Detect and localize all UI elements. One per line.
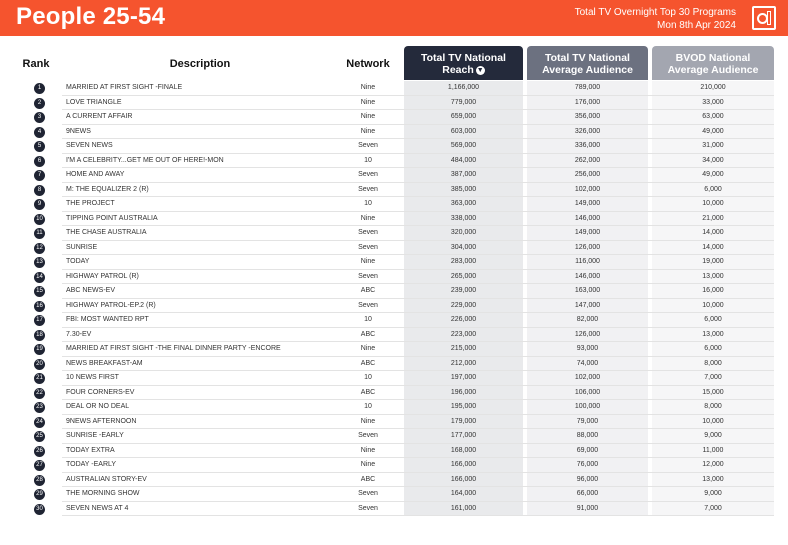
network-cell: ABC [360, 330, 376, 338]
reach-cell: 659,000 [404, 110, 523, 125]
network-cell: Seven [358, 185, 378, 193]
program-description: SUNRISE [66, 243, 98, 251]
rank-badge: 17 [34, 315, 45, 326]
program-description: 9NEWS AFTERNOON [66, 417, 137, 425]
average-audience-cell: 146,000 [527, 270, 648, 285]
table-row [0, 270, 788, 285]
bvod-cell: 9,000 [652, 429, 774, 444]
bvod-cell: 31,000 [652, 139, 774, 154]
average-audience-cell: 106,000 [527, 386, 648, 401]
network-cell: Nine [360, 461, 376, 468]
rank-badge: 2 [34, 98, 45, 109]
bvod-cell: 14,000 [652, 241, 774, 256]
average-audience-cell: 76,000 [527, 458, 648, 473]
average-audience-cell: 163,000 [527, 284, 648, 299]
report-subtitle [575, 6, 736, 32]
average-audience-cell: 91,000 [527, 502, 648, 517]
reach-cell: 177,000 [404, 429, 523, 444]
program-description: I'M A CELEBRITY...GET ME OUT OF HERE!-MON [66, 156, 224, 164]
average-audience-cell: 88,000 [527, 429, 648, 444]
average-audience-cell: 147,000 [527, 299, 648, 314]
reach-cell: 779,000 [404, 96, 523, 111]
program-description: AUSTRALIAN STORY-EV [66, 475, 147, 483]
reach-cell: 320,000 [404, 226, 523, 241]
average-audience-cell: 102,000 [527, 183, 648, 198]
average-audience-cell: 66,000 [527, 487, 648, 502]
row-divider [62, 515, 774, 516]
average-audience-cell: 69,000 [527, 444, 648, 459]
average-audience-cell: 146,000 [527, 212, 648, 227]
bvod-cell: 14,000 [652, 226, 774, 241]
column-header-reach[interactable] [404, 46, 523, 80]
program-description: TODAY -EARLY [66, 461, 117, 468]
reach-cell: 164,000 [404, 487, 523, 502]
bvod-cell: 10,000 [652, 197, 774, 212]
column-header-description: Description [169, 58, 231, 70]
table-row [0, 284, 788, 299]
network-cell: 10 [364, 156, 372, 164]
rank-badge: 20 [34, 359, 45, 370]
rank-badge: 15 [34, 286, 45, 297]
average-audience-cell: 82,000 [527, 313, 648, 328]
table-row [0, 81, 788, 96]
table-row [0, 96, 788, 111]
column-header-rank: Rank [22, 58, 50, 70]
table-row [0, 502, 788, 517]
rank-badge: 7 [34, 170, 45, 181]
network-cell: ABC [360, 359, 376, 367]
logo-icon [752, 6, 776, 30]
reach-cell: 569,000 [404, 139, 523, 154]
bvod-cell: 210,000 [652, 81, 774, 96]
rank-badge: 16 [34, 301, 45, 312]
program-description: THE CHASE AUSTRALIA [66, 229, 147, 236]
network-cell: Seven [358, 490, 378, 497]
table-row [0, 444, 788, 459]
reach-cell: 166,000 [404, 473, 523, 488]
program-description: FOUR CORNERS-EV [66, 388, 135, 396]
bvod-cell: 33,000 [652, 96, 774, 111]
program-description: TODAY [66, 258, 90, 265]
reach-cell: 195,000 [404, 400, 523, 415]
rank-badge: 9 [34, 199, 45, 210]
report-name: Total TV Overnight Top 30 Programs [574, 7, 736, 18]
reach-cell: 265,000 [404, 270, 523, 285]
reach-cell: 304,000 [404, 241, 523, 256]
rank-badge: 11 [34, 228, 45, 239]
rank-badge: 12 [34, 243, 45, 254]
average-audience-cell: 149,000 [527, 197, 648, 212]
reach-cell: 226,000 [404, 313, 523, 328]
average-audience-cell: 336,000 [527, 139, 648, 154]
reach-cell: 166,000 [404, 458, 523, 473]
bvod-cell: 12,000 [652, 458, 774, 473]
rank-badge: 27 [34, 460, 45, 471]
table-row [0, 299, 788, 314]
bvod-cell: 16,000 [652, 284, 774, 299]
bvod-cell: 9,000 [652, 487, 774, 502]
network-cell: Nine [360, 214, 376, 222]
bvod-cell: 10,000 [652, 415, 774, 430]
reach-cell: 603,000 [404, 125, 523, 140]
sort-down-icon[interactable]: ▼ [476, 66, 484, 74]
average-audience-cell: 176,000 [527, 96, 648, 111]
program-description: 7.30-EV [66, 330, 92, 338]
bvod-cell: 6,000 [652, 183, 774, 198]
rank-badge: 5 [34, 141, 45, 152]
network-cell: 10 [364, 316, 372, 323]
rank-badge: 28 [34, 475, 45, 486]
program-description: LOVE TRIANGLE [66, 98, 122, 106]
reach-cell: 338,000 [404, 212, 523, 227]
reach-cell: 223,000 [404, 328, 523, 343]
average-audience-cell: 93,000 [527, 342, 648, 357]
network-cell: Nine [360, 417, 376, 425]
header-bar [0, 0, 788, 36]
table-row [0, 371, 788, 386]
rank-badge: 10 [34, 214, 45, 225]
bvod-cell: 6,000 [652, 313, 774, 328]
reach-cell: 387,000 [404, 168, 523, 183]
bvod-cell: 13,000 [652, 473, 774, 488]
rank-badge: 13 [34, 257, 45, 268]
table-row [0, 458, 788, 473]
program-table [0, 81, 788, 516]
reach-cell: 363,000 [404, 197, 523, 212]
program-description: ABC NEWS-EV [66, 287, 116, 294]
rank-badge: 23 [34, 402, 45, 413]
average-audience-cell: 356,000 [527, 110, 648, 125]
network-cell: Seven [358, 243, 378, 251]
bvod-cell: 34,000 [652, 154, 774, 169]
table-row [0, 415, 788, 430]
reach-cell: 229,000 [404, 299, 523, 314]
reach-cell: 212,000 [404, 357, 523, 372]
rank-badge: 4 [34, 127, 45, 138]
program-description: A CURRENT AFFAIR [66, 113, 133, 120]
rank-badge: 30 [34, 504, 45, 515]
reach-cell: 196,000 [404, 386, 523, 401]
table-row [0, 342, 788, 357]
program-description: 10 NEWS FIRST [66, 374, 119, 381]
average-audience-cell: 126,000 [527, 328, 648, 343]
program-description: THE PROJECT [66, 200, 115, 207]
rank-badge: 1 [34, 83, 45, 94]
avg-header-line1: Total TV National [545, 52, 630, 64]
average-audience-cell: 74,000 [527, 357, 648, 372]
rank-badge: 14 [34, 272, 45, 283]
reach-cell: 197,000 [404, 371, 523, 386]
table-row [0, 212, 788, 227]
program-description: 9NEWS [66, 127, 91, 135]
bvod-cell: 13,000 [652, 328, 774, 343]
table-row [0, 400, 788, 415]
network-cell: Seven [358, 171, 378, 178]
bvod-header-line1: BVOD National [675, 52, 751, 64]
table-row [0, 357, 788, 372]
table-row [0, 197, 788, 212]
program-description: MARRIED AT FIRST SIGHT -THE FINAL DINNER PARTY -ENCORE [66, 345, 281, 352]
rank-badge: 26 [34, 446, 45, 457]
avg-header-line2: Average Audience [542, 64, 633, 76]
bvod-cell: 19,000 [652, 255, 774, 270]
rank-badge: 29 [34, 489, 45, 500]
table-row [0, 328, 788, 343]
network-cell: Nine [360, 127, 376, 135]
network-cell: Nine [360, 345, 376, 352]
average-audience-cell: 96,000 [527, 473, 648, 488]
reach-header-line1: Total TV National [421, 52, 506, 64]
network-cell: Seven [358, 432, 378, 439]
rank-badge: 6 [34, 156, 45, 167]
network-cell: Nine [360, 258, 376, 265]
table-row [0, 139, 788, 154]
table-row [0, 313, 788, 328]
program-description: TIPPING POINT AUSTRALIA [66, 214, 158, 222]
table-row [0, 168, 788, 183]
table-row [0, 226, 788, 241]
average-audience-cell: 100,000 [527, 400, 648, 415]
program-description: M: THE EQUALIZER 2 (R) [66, 185, 149, 193]
average-audience-cell: 149,000 [527, 226, 648, 241]
average-audience-cell: 326,000 [527, 125, 648, 140]
network-cell: Nine [360, 84, 376, 91]
network-cell: Seven [358, 272, 378, 280]
bvod-cell: 11,000 [652, 444, 774, 459]
bvod-header-line2: Average Audience [667, 64, 759, 76]
average-audience-cell: 79,000 [527, 415, 648, 430]
page-title: People 25-54 [16, 3, 166, 30]
bvod-cell: 63,000 [652, 110, 774, 125]
bvod-cell: 13,000 [652, 270, 774, 285]
network-cell: 10 [364, 374, 372, 381]
network-cell: Nine [360, 98, 376, 106]
network-cell: Nine [360, 113, 376, 120]
program-description: HIGHWAY PATROL-EP.2 (R) [66, 301, 156, 309]
network-cell: Seven [358, 229, 378, 236]
bvod-cell: 15,000 [652, 386, 774, 401]
program-description: TODAY EXTRA [66, 446, 115, 454]
program-description: THE MORNING SHOW [66, 490, 140, 497]
table-row [0, 241, 788, 256]
rank-badge: 22 [34, 388, 45, 399]
reach-cell: 385,000 [404, 183, 523, 198]
bvod-cell: 49,000 [652, 125, 774, 140]
table-row [0, 183, 788, 198]
reach-cell: 484,000 [404, 154, 523, 169]
average-audience-cell: 126,000 [527, 241, 648, 256]
network-cell: 10 [364, 200, 372, 207]
reach-cell: 283,000 [404, 255, 523, 270]
table-row [0, 487, 788, 502]
bvod-cell: 8,000 [652, 400, 774, 415]
program-description: SUNRISE -EARLY [66, 432, 124, 439]
program-description: HIGHWAY PATROL (R) [66, 272, 139, 280]
table-row [0, 110, 788, 125]
network-cell: ABC [360, 388, 376, 396]
bvod-cell: 8,000 [652, 357, 774, 372]
rank-badge: 25 [34, 431, 45, 442]
network-cell: ABC [360, 287, 376, 294]
program-description: SEVEN NEWS AT 4 [66, 504, 129, 512]
table-row [0, 154, 788, 169]
average-audience-cell: 262,000 [527, 154, 648, 169]
column-header-network: Network [346, 58, 390, 70]
rank-badge: 18 [34, 330, 45, 341]
reach-cell: 161,000 [404, 502, 523, 517]
program-description: FBI: MOST WANTED RPT [66, 316, 149, 323]
network-cell: 10 [364, 403, 372, 410]
rank-badge: 24 [34, 417, 45, 428]
program-description: SEVEN NEWS [66, 142, 113, 149]
average-audience-cell: 102,000 [527, 371, 648, 386]
table-row [0, 125, 788, 140]
network-cell: Nine [360, 446, 376, 454]
bvod-cell: 6,000 [652, 342, 774, 357]
reach-header-line2: Reach [442, 64, 474, 76]
program-description: NEWS BREAKFAST-AM [66, 359, 143, 367]
reach-cell: 179,000 [404, 415, 523, 430]
table-row [0, 386, 788, 401]
network-cell: Seven [358, 301, 378, 309]
bvod-cell: 7,000 [652, 371, 774, 386]
network-cell: Seven [358, 142, 378, 149]
column-header-bvod[interactable] [652, 46, 774, 80]
average-audience-cell: 256,000 [527, 168, 648, 183]
network-cell: ABC [360, 475, 376, 483]
program-description: HOME AND AWAY [66, 171, 125, 178]
program-description: MARRIED AT FIRST SIGHT -FINALE [66, 84, 183, 91]
bvod-cell: 21,000 [652, 212, 774, 227]
program-description: DEAL OR NO DEAL [66, 403, 130, 410]
column-header-average-audience[interactable] [527, 46, 648, 80]
bvod-cell: 49,000 [652, 168, 774, 183]
reach-cell: 239,000 [404, 284, 523, 299]
report-date: Mon 8th Apr 2024 [657, 20, 736, 31]
average-audience-cell: 789,000 [527, 81, 648, 96]
rank-badge: 3 [34, 112, 45, 123]
table-row [0, 255, 788, 270]
rank-badge: 19 [34, 344, 45, 355]
table-row [0, 429, 788, 444]
network-cell: Seven [358, 504, 378, 512]
reach-cell: 215,000 [404, 342, 523, 357]
bvod-cell: 7,000 [652, 502, 774, 517]
rank-badge: 8 [34, 185, 45, 196]
reach-cell: 1,166,000 [404, 81, 523, 96]
table-row [0, 473, 788, 488]
bvod-cell: 10,000 [652, 299, 774, 314]
rank-badge: 21 [34, 373, 45, 384]
reach-cell: 168,000 [404, 444, 523, 459]
average-audience-cell: 116,000 [527, 255, 648, 270]
